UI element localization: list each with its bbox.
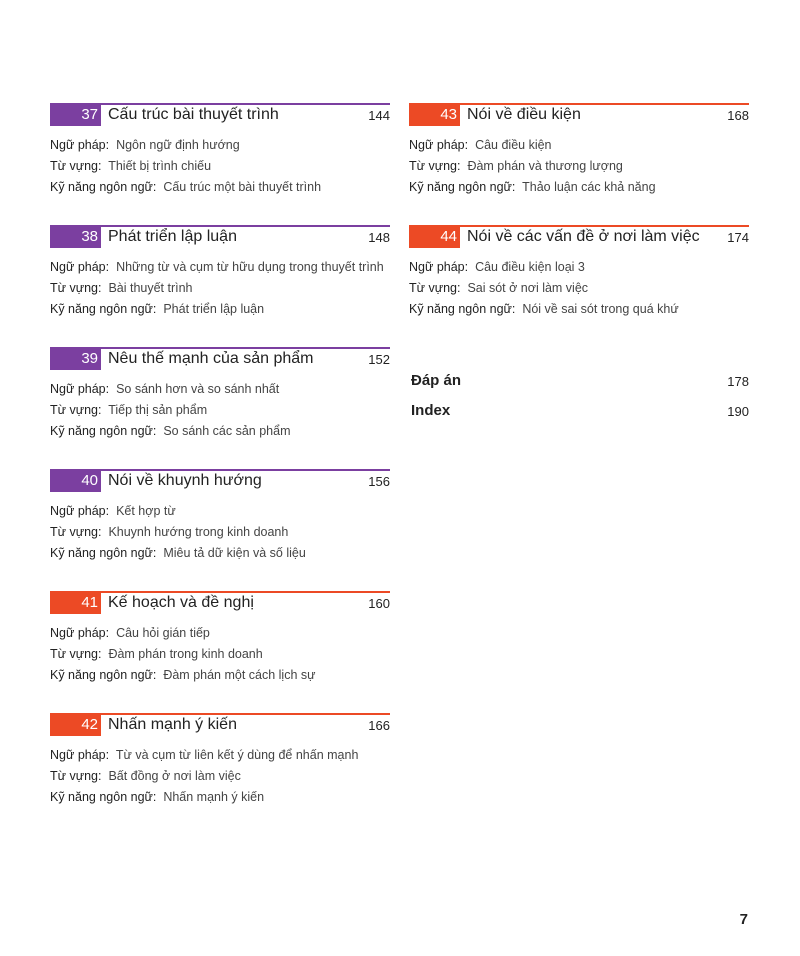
unit-header xyxy=(50,469,390,495)
unit-vocabulary-value: Đàm phán trong kinh doanh xyxy=(108,647,263,661)
unit-number-badge: 43 xyxy=(409,104,460,126)
unit-title: Nhấn mạnh ý kiến xyxy=(108,716,237,733)
unit-vocabulary-label: Từ vựng: xyxy=(50,281,102,295)
unit-vocabulary-label: Từ vựng: xyxy=(50,159,102,173)
unit-grammar-label: Ngữ pháp: xyxy=(409,138,469,152)
unit-skills-value: Cấu trúc một bài thuyết trình xyxy=(163,180,322,194)
unit-page-number: 148 xyxy=(368,230,390,245)
unit-vocabulary-value: Bài thuyết trình xyxy=(108,281,193,295)
unit-header xyxy=(409,225,749,251)
unit-skills-label: Kỹ năng ngôn ngữ: xyxy=(409,302,516,316)
unit-grammar-line xyxy=(50,135,390,156)
unit-vocabulary-line xyxy=(409,278,749,299)
toc-unit xyxy=(50,469,390,591)
unit-header xyxy=(50,103,390,129)
unit-skills-label: Kỹ năng ngôn ngữ: xyxy=(50,668,157,682)
unit-grammar-label: Ngữ pháp: xyxy=(50,260,110,274)
toc-unit xyxy=(50,103,390,225)
unit-title: Kế hoạch và đề nghị xyxy=(108,594,254,611)
unit-title: Cấu trúc bài thuyết trình xyxy=(108,106,279,123)
unit-vocabulary-label: Từ vựng: xyxy=(50,525,102,539)
unit-skills-value: Miêu tả dữ kiện và số liệu xyxy=(163,546,306,560)
unit-grammar-line xyxy=(50,623,390,644)
unit-header xyxy=(50,225,390,251)
unit-grammar-label: Ngữ pháp: xyxy=(50,382,110,396)
toc-column-left xyxy=(50,103,390,835)
unit-page-number: 152 xyxy=(368,352,390,367)
toc-unit xyxy=(50,591,390,713)
toc-unit xyxy=(50,713,390,835)
unit-skills-label: Kỹ năng ngôn ngữ: xyxy=(409,180,516,194)
toc-extra-entry xyxy=(409,372,749,402)
unit-grammar-label: Ngữ pháp: xyxy=(409,260,469,274)
unit-skills-line xyxy=(50,177,390,198)
unit-vocabulary-line xyxy=(409,156,749,177)
unit-grammar-value: Từ và cụm từ liên kết ý dùng để nhấn mạnh xyxy=(115,748,359,762)
unit-vocabulary-line xyxy=(50,156,390,177)
extra-title: Đáp án xyxy=(411,372,462,389)
unit-details xyxy=(50,135,390,198)
unit-title: Nói về khuynh hướng xyxy=(108,472,262,489)
unit-skills-label: Kỹ năng ngôn ngữ: xyxy=(50,302,157,316)
unit-grammar-value: Những từ và cụm từ hữu dụng trong thuyết trình xyxy=(116,260,384,274)
unit-vocabulary-label: Từ vựng: xyxy=(50,647,102,661)
unit-grammar-value: So sánh hơn và so sánh nhất xyxy=(116,382,280,396)
unit-vocabulary-value: Thiết bị trình chiếu xyxy=(108,159,212,173)
unit-vocabulary-line xyxy=(50,766,390,787)
unit-page-number: 168 xyxy=(727,108,749,123)
toc-unit xyxy=(409,225,749,347)
unit-number-badge: 42 xyxy=(50,714,101,736)
unit-vocabulary-value: Sai sót ở nơi làm việc xyxy=(467,281,589,295)
unit-vocabulary-label: Từ vựng: xyxy=(409,159,461,173)
unit-title: Nêu thế mạnh của sản phẩm xyxy=(108,350,314,367)
unit-grammar-value: Ngôn ngữ định hướng xyxy=(116,138,240,152)
unit-page-number: 174 xyxy=(727,230,749,245)
unit-vocabulary-label: Từ vựng: xyxy=(409,281,461,295)
unit-header xyxy=(409,103,749,129)
extra-page-number: 190 xyxy=(727,404,749,419)
unit-title: Phát triển lập luận xyxy=(108,228,237,245)
extra-title: Index xyxy=(411,402,451,419)
unit-vocabulary-line xyxy=(50,644,390,665)
unit-grammar-value: Câu điều kiện xyxy=(475,138,552,152)
unit-grammar-label: Ngữ pháp: xyxy=(50,626,110,640)
unit-grammar-line xyxy=(50,379,390,400)
unit-vocabulary-value: Khuynh hướng trong kinh doanh xyxy=(108,525,289,539)
unit-skills-line xyxy=(50,665,390,686)
unit-grammar-line xyxy=(50,257,390,278)
unit-grammar-line xyxy=(409,257,749,278)
unit-details xyxy=(50,745,390,808)
toc-unit xyxy=(50,347,390,469)
extra-page-number: 178 xyxy=(727,374,749,389)
unit-grammar-value: Kết hợp từ xyxy=(116,504,176,518)
unit-skills-label: Kỹ năng ngôn ngữ: xyxy=(50,424,157,438)
unit-skills-value: So sánh các sản phẩm xyxy=(163,424,291,438)
unit-details xyxy=(50,257,390,320)
unit-skills-value: Nói về sai sót trong quá khứ xyxy=(522,302,679,316)
unit-grammar-line xyxy=(50,501,390,522)
unit-skills-value: Thảo luận các khả năng xyxy=(522,180,656,194)
page-number: 7 xyxy=(739,911,748,928)
unit-skills-line xyxy=(50,787,390,808)
unit-skills-label: Kỹ năng ngôn ngữ: xyxy=(50,546,157,560)
unit-number-badge: 41 xyxy=(50,592,101,614)
unit-page-number: 156 xyxy=(368,474,390,489)
unit-header xyxy=(50,347,390,373)
unit-details xyxy=(409,257,749,320)
unit-number-badge: 39 xyxy=(50,348,101,370)
unit-page-number: 166 xyxy=(368,718,390,733)
unit-grammar-label: Ngữ pháp: xyxy=(50,138,110,152)
toc-extra-entry xyxy=(409,402,749,432)
unit-grammar-line xyxy=(409,135,749,156)
unit-title: Nói về điều kiện xyxy=(467,106,581,123)
unit-number-badge: 40 xyxy=(50,470,101,492)
unit-skills-line xyxy=(50,543,390,564)
unit-skills-line xyxy=(409,177,749,198)
unit-skills-value: Phát triển lập luận xyxy=(163,302,265,316)
unit-grammar-label: Ngữ pháp: xyxy=(50,748,110,762)
unit-vocabulary-line xyxy=(50,400,390,421)
unit-skills-label: Kỹ năng ngôn ngữ: xyxy=(50,790,157,804)
unit-details xyxy=(50,623,390,686)
unit-grammar-label: Ngữ pháp: xyxy=(50,504,110,518)
unit-details xyxy=(409,135,749,198)
unit-title: Nói về các vấn đề ở nơi làm việc xyxy=(467,228,700,245)
toc-column-right xyxy=(409,103,749,347)
unit-number-badge: 38 xyxy=(50,226,101,248)
unit-vocabulary-value: Đàm phán và thương lượng xyxy=(467,159,623,173)
unit-number-badge: 44 xyxy=(409,226,460,248)
unit-grammar-value: Câu điều kiện loại 3 xyxy=(475,260,585,274)
unit-vocabulary-value: Tiếp thị sản phẩm xyxy=(108,403,208,417)
unit-page-number: 160 xyxy=(368,596,390,611)
unit-page-number: 144 xyxy=(368,108,390,123)
unit-grammar-line xyxy=(50,745,390,766)
unit-details xyxy=(50,379,390,442)
unit-details xyxy=(50,501,390,564)
unit-vocabulary-line xyxy=(50,522,390,543)
unit-grammar-value: Câu hỏi gián tiếp xyxy=(116,626,210,640)
unit-skills-value: Nhấn mạnh ý kiến xyxy=(163,790,265,804)
unit-vocabulary-value: Bất đồng ở nơi làm việc xyxy=(108,769,241,783)
toc-extras xyxy=(409,372,749,432)
unit-header xyxy=(50,713,390,739)
unit-skills-label: Kỹ năng ngôn ngữ: xyxy=(50,180,157,194)
unit-skills-line xyxy=(50,299,390,320)
unit-skills-line xyxy=(50,421,390,442)
unit-skills-line xyxy=(409,299,749,320)
toc-unit xyxy=(409,103,749,225)
unit-vocabulary-line xyxy=(50,278,390,299)
unit-vocabulary-label: Từ vựng: xyxy=(50,403,102,417)
unit-vocabulary-label: Từ vựng: xyxy=(50,769,102,783)
unit-skills-value: Đàm phán một cách lịch sự xyxy=(163,668,316,682)
unit-header xyxy=(50,591,390,617)
unit-number-badge: 37 xyxy=(50,104,101,126)
toc-unit xyxy=(50,225,390,347)
